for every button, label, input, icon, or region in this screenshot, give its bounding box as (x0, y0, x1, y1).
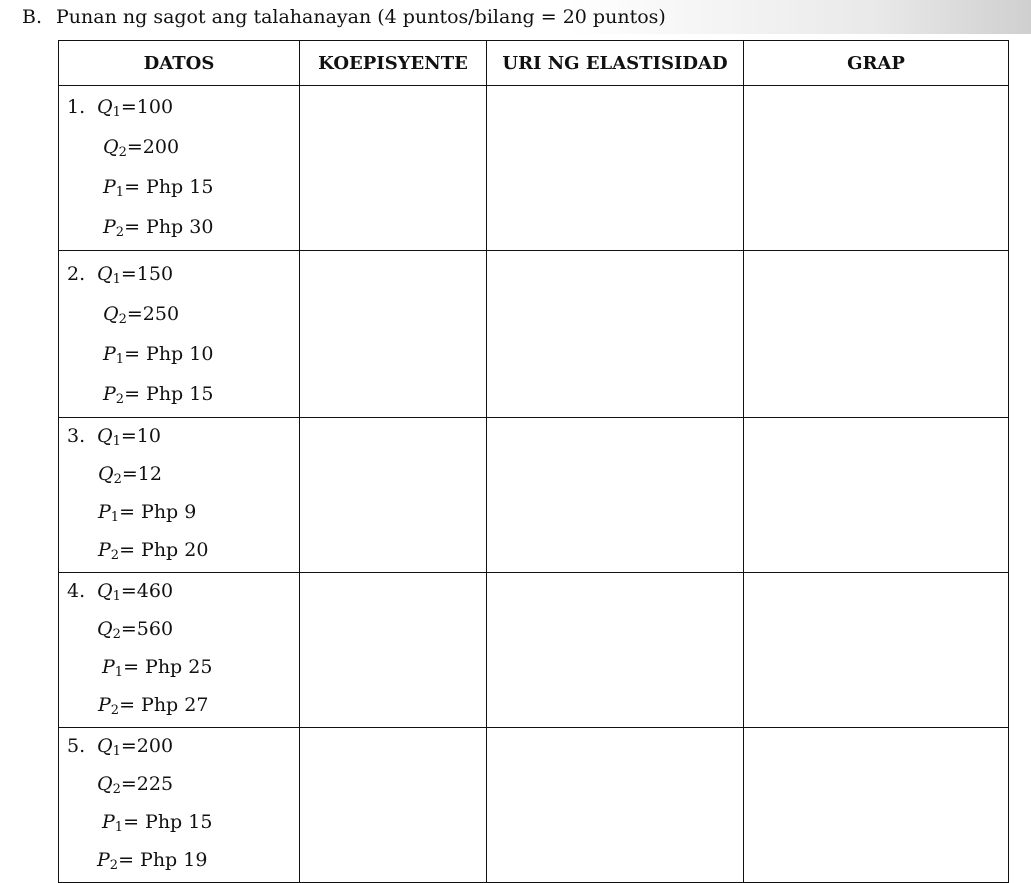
header-koepisyente: KOEPISYENTE (300, 41, 487, 86)
subscript: 1 (114, 820, 124, 835)
table-row (59, 418, 1009, 573)
q1-value: =10 (120, 425, 161, 447)
q2-value: =200 (126, 136, 180, 158)
table-row (59, 251, 1009, 418)
p2-value: = Php 27 (119, 694, 209, 716)
subscript: 2 (118, 312, 127, 327)
subscript: 2 (113, 472, 122, 487)
instruction-text: Punan ng sagot ang talahanayan (4 puntos/bilang = 20 puntos) (56, 6, 666, 28)
subscript: 2 (115, 225, 125, 240)
q1-value: =100 (120, 96, 174, 118)
p2-value: = Php 19 (118, 849, 208, 871)
subscript: 1 (112, 434, 121, 449)
instruction-heading (22, 6, 666, 28)
datos-cell (59, 573, 300, 728)
p1-value: = Php 15 (124, 176, 214, 198)
header-row (59, 41, 1009, 86)
subscript: 1 (110, 510, 120, 525)
q1-value: =150 (120, 263, 174, 285)
subscript: 2 (118, 145, 127, 160)
p-symbol: P (103, 176, 116, 198)
q2-value: =12 (121, 463, 162, 485)
q2-value: =560 (120, 618, 174, 640)
item-number: 2. (67, 263, 86, 285)
q-symbol: Q (97, 735, 113, 757)
p1-value: = Php 15 (123, 811, 213, 833)
table-row (59, 573, 1009, 728)
subscript: 1 (112, 589, 121, 604)
koepisyente-answer-cell[interactable] (300, 728, 487, 883)
q-symbol: Q (97, 618, 113, 640)
uri-answer-cell[interactable] (487, 251, 744, 418)
datos-cell (59, 86, 300, 251)
q2-value: =225 (120, 773, 174, 795)
p-symbol: P (97, 849, 110, 871)
q-symbol: Q (97, 425, 113, 447)
p1-value: = Php 9 (119, 501, 197, 523)
subscript: 1 (115, 352, 125, 367)
koepisyente-answer-cell[interactable] (300, 573, 487, 728)
uri-answer-cell[interactable] (487, 573, 744, 728)
datos-cell (59, 418, 300, 573)
grap-answer-cell[interactable] (744, 573, 1009, 728)
subscript: 2 (112, 782, 121, 797)
grap-answer-cell[interactable] (744, 86, 1009, 251)
uri-answer-cell[interactable] (487, 86, 744, 251)
q-symbol: Q (98, 463, 114, 485)
table-row (59, 728, 1009, 883)
subscript: 1 (112, 272, 121, 287)
p-symbol: P (98, 539, 111, 561)
grap-answer-cell[interactable] (744, 728, 1009, 883)
p-symbol: P (102, 656, 115, 678)
item-number: 4. (67, 580, 86, 602)
item-number: 1. (67, 96, 86, 118)
q-symbol: Q (103, 303, 119, 325)
subscript: 1 (112, 744, 121, 759)
koepisyente-answer-cell[interactable] (300, 418, 487, 573)
p-symbol: P (102, 811, 115, 833)
p2-value: = Php 30 (124, 216, 214, 238)
item-number: 3. (67, 425, 86, 447)
subscript: 1 (115, 185, 125, 200)
q1-value: =200 (120, 735, 174, 757)
q-symbol: Q (97, 96, 113, 118)
q2-value: =250 (126, 303, 180, 325)
p1-value: = Php 25 (123, 656, 213, 678)
worksheet-table (58, 40, 1009, 883)
subscript: 1 (112, 105, 121, 120)
p-symbol: P (103, 343, 116, 365)
uri-answer-cell[interactable] (487, 728, 744, 883)
q-symbol: Q (97, 580, 113, 602)
uri-answer-cell[interactable] (487, 418, 744, 573)
section-letter: B. (22, 6, 43, 28)
item-number: 5. (67, 735, 86, 757)
q-symbol: Q (103, 136, 119, 158)
q-symbol: Q (97, 263, 113, 285)
subscript: 2 (112, 627, 121, 642)
subscript: 2 (109, 858, 119, 873)
subscript: 2 (110, 548, 120, 563)
header-datos: DATOS (59, 41, 300, 86)
table-row (59, 86, 1009, 251)
subscript: 2 (110, 703, 120, 718)
p2-value: = Php 20 (119, 539, 209, 561)
q-symbol: Q (97, 773, 113, 795)
datos-cell (59, 728, 300, 883)
header-uri-ng-elastisidad: URI NG ELASTISIDAD (487, 41, 744, 86)
q1-value: =460 (120, 580, 174, 602)
grap-answer-cell[interactable] (744, 251, 1009, 418)
grap-answer-cell[interactable] (744, 418, 1009, 573)
p-symbol: P (98, 694, 111, 716)
p-symbol: P (98, 501, 111, 523)
p-symbol: P (103, 216, 116, 238)
datos-cell (59, 251, 300, 418)
p2-value: = Php 15 (124, 383, 214, 405)
header-grap: GRAP (744, 41, 1009, 86)
koepisyente-answer-cell[interactable] (300, 86, 487, 251)
subscript: 1 (114, 665, 124, 680)
koepisyente-answer-cell[interactable] (300, 251, 487, 418)
p-symbol: P (103, 383, 116, 405)
subscript: 2 (115, 392, 125, 407)
p1-value: = Php 10 (124, 343, 214, 365)
